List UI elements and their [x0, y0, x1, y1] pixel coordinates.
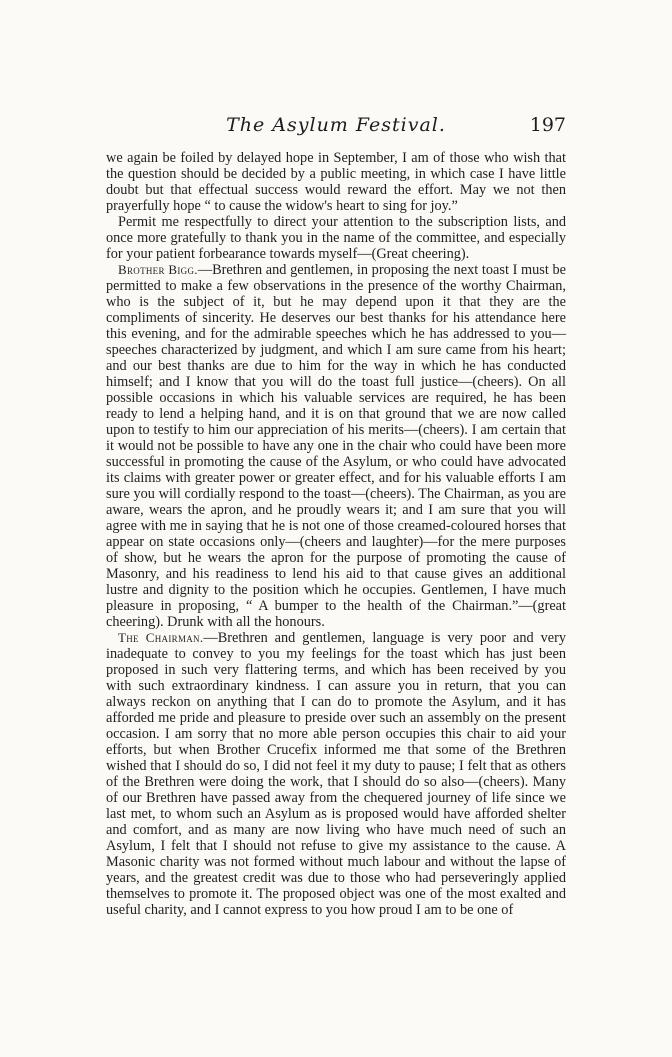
speaker-name: Brother Bigg.: [118, 262, 198, 277]
running-title: The Asylum Festival.: [226, 114, 446, 136]
page-number: 197: [529, 114, 566, 136]
speaker-name: The Chairman.: [118, 630, 204, 645]
paragraph-1: [106, 150, 566, 214]
paragraph-3: [106, 262, 566, 630]
paragraph-text: we again be foiled by delayed hope in September, I am of those who wish that the question should be decided by a public meeting, in which case I have little doubt but that effectual success would reward the effort. May we not then prayerfully hope “ to cause the widow's heart to sing for joy.”: [106, 150, 566, 214]
paragraph-text: —Brethren and gentlemen, language is very poor and very inadequate to convey to you my feelings for the toast which has just been proposed in such very flattering terms, and which has been received by you with such extraordinary kindness. I can assure you in return, that you can always reckon on anything that I can do to promote the Asylum, and it has afforded me pride and pleasure to preside over such an assembly on the present occasion. I am sorry that no more able person occupies this chair to aid your efforts, but when Brother Crucefix informed me that some of the Brethren wished that I should do so, I did not feel it my duty to pause; I felt that as others of the Brethren were doing the work, that I should do so also—(cheers). Many of our Brethren have passed away from the chequered journey of life since we last met, to whom such an Asylum as is proposed would have afforded shelter and comfort, and as many are now living who have much need of such an Asylum, I felt that I should not refuse to give my assistance to the cause. A Masonic charity was not formed without much labour and without the lapse of years, and the greatest credit was due to those who had perseveringly applied themselves to promote it. The proposed object was one of the most exalted and useful charity, and I cannot express to you how proud I am to be one of: [106, 630, 566, 918]
paragraph-text: Permit me respectfully to direct your attention to the subscription lists, and once more gratefully to thank you in the name of the committee, and especially for your patient forbearance towards myself—(Great cheering).: [106, 214, 566, 262]
paragraph-4: [106, 630, 566, 918]
paragraph-text: —Brethren and gentlemen, in proposing the next toast I must be permitted to make a few observations in the presence of the worthy Chairman, who is the subject of it, but he may depend upon it that they are the compliments of sincerity. He deserves our best thanks for his attendance here this evening, and for the admirable speeches which he has addressed to you—speeches characterized by judgment, and which I am sure came from his heart; and our best thanks are due to him for the way in which he has conducted himself; and I know that you will do the toast full justice—(cheers). On all possible occasions in which his valuable services are required, he has been ready to lend a helping hand, and it is on that ground that we are now called upon to testify to him our appreciation of his merits—(cheers). I am certain that it would not be possible to have any one in the chair who could have been more successful in promoting the cause of the Asylum, or who could have advocated its claims with greater power or greater effect, and for his valuable efforts I am sure you will cordially respond to the toast—(cheers). The Chairman, as you are aware, wears the apron, and he proudly wears it; and I am sure that you will agree with me in saying that he is not one of those creamed-coloured horses that appear on state occasions only—(cheers and laughter)—for the mere purposes of show, but he wears the apron for the purpose of promoting the cause of Masonry, and his readiness to lend his aid to that cause gives an additional lustre and dignity to the position which he occupies. Gentlemen, I have much pleasure in proposing, “ A bumper to the health of the Chairman.”—(great cheering). Drunk with all the honours.: [106, 262, 566, 630]
page-header: [106, 114, 566, 144]
paragraph-2: [106, 214, 566, 262]
body-text: [106, 150, 566, 918]
